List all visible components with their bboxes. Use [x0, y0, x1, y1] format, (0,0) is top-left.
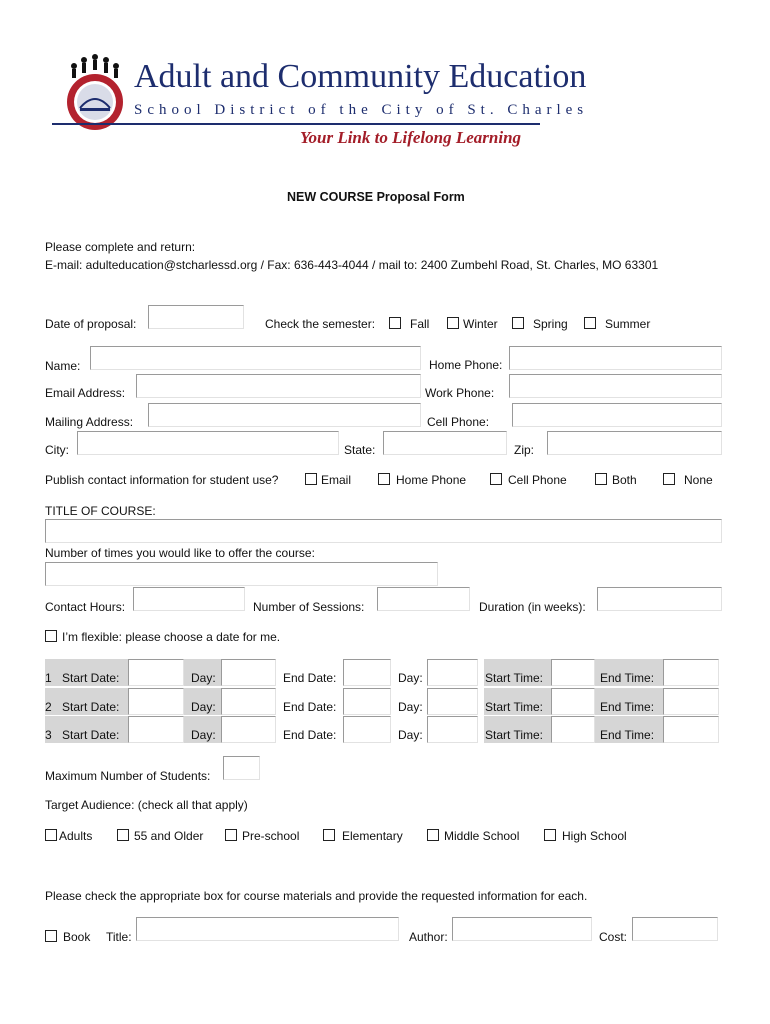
book-checkbox[interactable]: [45, 930, 57, 942]
work-phone-label: Work Phone:: [425, 386, 495, 400]
audience-preschool-checkbox[interactable]: [225, 829, 237, 841]
semester-winter-checkbox[interactable]: [447, 317, 459, 329]
row1-end-time-field[interactable]: [663, 659, 719, 686]
row1-start-date-field[interactable]: [128, 659, 184, 686]
row1-end-date-field[interactable]: [343, 659, 391, 686]
home-phone-field[interactable]: [509, 346, 722, 370]
audience-elementary-label: Elementary: [342, 829, 403, 843]
row3-start-date-field[interactable]: [128, 716, 184, 743]
org-tagline: Your Link to Lifelong Learning: [300, 128, 522, 147]
publish-home-phone-checkbox[interactable]: [378, 473, 390, 485]
duration-label: Duration (in weeks):: [479, 600, 586, 614]
row2-day2-label: Day:: [398, 700, 423, 714]
instructions-line1: Please complete and return:: [45, 240, 196, 254]
row2-num: 2: [45, 700, 52, 714]
row1-day1-field[interactable]: [221, 659, 276, 686]
publish-cell-phone-checkbox[interactable]: [490, 473, 502, 485]
audience-55-label: 55 and Older: [134, 829, 204, 843]
email-field[interactable]: [136, 374, 421, 398]
row1-start-time-label: Start Time:: [485, 671, 544, 685]
audience-preschool-label: Pre-school: [242, 829, 300, 843]
book-title-label: Title:: [106, 930, 132, 944]
row3-day1-field[interactable]: [221, 716, 276, 743]
semester-spring-label: Spring: [533, 317, 568, 331]
row1-num: 1: [45, 671, 52, 685]
row3-start-time-field[interactable]: [551, 716, 595, 743]
flexible-checkbox[interactable]: [45, 630, 57, 642]
row1-end-time-label: End Time:: [600, 671, 655, 685]
mailing-field[interactable]: [148, 403, 421, 427]
name-field[interactable]: [90, 346, 421, 370]
row3-day2-label: Day:: [398, 728, 423, 742]
duration-field[interactable]: [597, 587, 722, 611]
publish-none-checkbox[interactable]: [663, 473, 675, 485]
row2-start-date-field[interactable]: [128, 688, 184, 715]
times-label: Number of times you would like to offer the course:: [45, 546, 315, 560]
home-phone-label: Home Phone:: [429, 358, 503, 372]
row3-num: 3: [45, 728, 52, 742]
publish-label: Publish contact information for student use?: [45, 473, 279, 487]
city-label: City:: [45, 443, 69, 457]
instructions-line2: E-mail: adulteducation@stcharlessd.org / Fax: 636-443-4044 / mail to: 2400 Zumbehl Road, St. Charles, MO 63301: [45, 258, 659, 272]
semester-label: Check the semester:: [265, 317, 376, 331]
email-label: Email Address:: [45, 386, 126, 400]
max-students-field[interactable]: [223, 756, 260, 780]
sessions-field[interactable]: [377, 587, 470, 611]
row3-day2-field[interactable]: [427, 716, 478, 743]
date-field[interactable]: [148, 305, 244, 329]
row1-start-label: Start Date:: [62, 671, 120, 685]
row3-end-label: End Date:: [283, 728, 337, 742]
contact-hours-field[interactable]: [133, 587, 245, 611]
header-rule: [52, 123, 540, 125]
audience-adults-label: Adults: [59, 829, 93, 843]
semester-winter-label: Winter: [463, 317, 498, 331]
name-label: Name:: [45, 359, 81, 373]
state-label: State:: [344, 443, 376, 457]
state-field[interactable]: [383, 431, 507, 455]
semester-summer-checkbox[interactable]: [584, 317, 596, 329]
times-field[interactable]: [45, 562, 438, 586]
city-field[interactable]: [77, 431, 339, 455]
semester-fall-label: Fall: [410, 317, 430, 331]
row2-end-time-label: End Time:: [600, 700, 655, 714]
max-students-label: Maximum Number of Students:: [45, 769, 211, 783]
row2-start-time-field[interactable]: [551, 688, 595, 715]
zip-field[interactable]: [547, 431, 722, 455]
course-title-label: TITLE OF COURSE:: [45, 504, 156, 518]
row3-end-time-label: End Time:: [600, 728, 655, 742]
cell-phone-label: Cell Phone:: [427, 415, 490, 429]
publish-none-label: None: [684, 473, 713, 487]
mailing-label: Mailing Address:: [45, 415, 134, 429]
cost-field[interactable]: [632, 917, 718, 941]
cell-phone-field[interactable]: [512, 403, 722, 427]
semester-spring-checkbox[interactable]: [512, 317, 524, 329]
date-label: Date of proposal:: [45, 317, 137, 331]
semester-summer-label: Summer: [605, 317, 651, 331]
audience-elementary-checkbox[interactable]: [323, 829, 335, 841]
publish-email-label: Email: [321, 473, 352, 487]
org-logo: [60, 52, 130, 134]
publish-both-label: Both: [612, 473, 637, 487]
publish-cell-phone-label: Cell Phone: [508, 473, 567, 487]
work-phone-field[interactable]: [509, 374, 722, 398]
course-title-field[interactable]: [45, 519, 722, 543]
row1-start-time-field[interactable]: [551, 659, 595, 686]
org-subtitle: School District of the City of St. Charles: [134, 102, 589, 118]
row2-end-date-field[interactable]: [343, 688, 391, 715]
row2-end-label: End Date:: [283, 700, 337, 714]
target-label: Target Audience: (check all that apply): [45, 798, 248, 812]
audience-middle-checkbox[interactable]: [427, 829, 439, 841]
row3-end-time-field[interactable]: [663, 716, 719, 743]
row3-day1-label: Day:: [191, 728, 216, 742]
book-label: Book: [63, 930, 91, 944]
row2-day2-field[interactable]: [427, 688, 478, 715]
flexible-label: I’m flexible: please choose a date for me.: [62, 630, 281, 644]
semester-fall-checkbox[interactable]: [389, 317, 401, 329]
audience-high-label: High School: [562, 829, 627, 843]
audience-middle-label: Middle School: [444, 829, 520, 843]
author-label: Author:: [409, 930, 448, 944]
audience-55-checkbox[interactable]: [117, 829, 129, 841]
row2-start-time-label: Start Time:: [485, 700, 544, 714]
materials-label: Please check the appropriate box for course materials and provide the requested information for each.: [45, 889, 588, 903]
publish-home-phone-label: Home Phone: [396, 473, 467, 487]
row1-end-label: End Date:: [283, 671, 337, 685]
row3-start-label: Start Date:: [62, 728, 120, 742]
publish-both-checkbox[interactable]: [595, 473, 607, 485]
cost-label: Cost:: [599, 930, 628, 944]
row1-day2-label: Day:: [398, 671, 423, 685]
row1-day1-label: Day:: [191, 671, 216, 685]
publish-email-checkbox[interactable]: [305, 473, 317, 485]
zip-label: Zip:: [514, 443, 535, 457]
audience-high-checkbox[interactable]: [544, 829, 556, 841]
author-field[interactable]: [452, 917, 592, 941]
org-title: Adult and Community Education: [134, 58, 587, 95]
form-title: NEW COURSE Proposal Form: [287, 190, 465, 204]
audience-adults-checkbox[interactable]: [45, 829, 57, 841]
row3-end-date-field[interactable]: [343, 716, 391, 743]
sessions-label: Number of Sessions:: [253, 600, 365, 614]
row3-start-time-label: Start Time:: [485, 728, 544, 742]
book-title-field[interactable]: [136, 917, 399, 941]
row2-day1-field[interactable]: [221, 688, 276, 715]
contact-hours-label: Contact Hours:: [45, 600, 126, 614]
row1-day2-field[interactable]: [427, 659, 478, 686]
row2-start-label: Start Date:: [62, 700, 120, 714]
row2-day1-label: Day:: [191, 700, 216, 714]
row2-end-time-field[interactable]: [663, 688, 719, 715]
